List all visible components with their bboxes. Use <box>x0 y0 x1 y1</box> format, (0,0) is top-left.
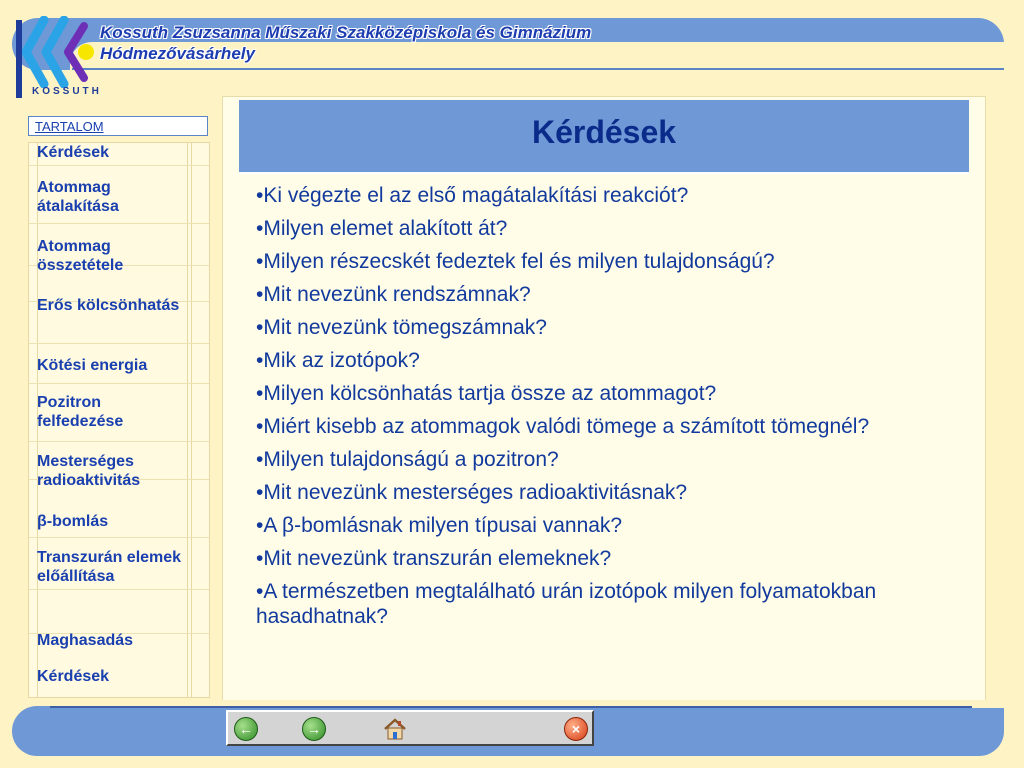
nav-grid-line <box>29 441 209 442</box>
nav-item-kerdesek-2[interactable]: Kérdések <box>37 668 110 685</box>
question-item: •A természetben megtalálható urán izotópok milyen folyamatokban hasadhatnak? <box>256 580 877 628</box>
nav-grid-line <box>29 165 209 166</box>
question-item: •Milyen tulajdonságú a pozitron? <box>256 448 559 471</box>
nav-item-mesterseges-radioaktivitas[interactable]: Mesterséges radioaktivitás <box>37 453 141 489</box>
school-name <box>100 22 591 64</box>
slide-title: Kérdések <box>531 114 677 150</box>
slide-title-box <box>239 100 969 174</box>
bottom-divider <box>50 706 972 708</box>
nav-header-label[interactable]: TARTALOM <box>35 119 104 134</box>
nav-grid-line <box>187 143 188 697</box>
nav-grid-line <box>29 537 209 538</box>
question-list <box>256 183 956 637</box>
question-item: •Milyen kölcsönhatás tartja össze az atommagot? <box>256 382 717 405</box>
kossuth-logo-icon <box>22 16 102 88</box>
nav-grid-line <box>29 589 209 590</box>
school-name-line1: Kossuth Zsuzsanna Műszaki Szakközépiskola és Gimnázium <box>100 23 592 42</box>
nav-item-transzuran-elemek[interactable]: Transzurán elemek előállítása <box>37 549 182 585</box>
nav-item-kotesi-energia[interactable]: Kötési energia <box>37 357 148 374</box>
school-name-line2: Hódmezővásárhely <box>100 44 255 63</box>
nav-grid-line <box>29 343 209 344</box>
nav-grid-line <box>191 143 192 697</box>
nav-panel <box>28 142 210 698</box>
back-arrow-glyph: ← <box>239 721 253 737</box>
question-item: •Mit nevezünk rendszámnak? <box>256 283 531 306</box>
nav-item-eros-kolcsonhatas[interactable]: Erős kölcsönhatás <box>37 297 180 314</box>
logo-wordmark: KOSSUTH <box>32 86 102 97</box>
question-item: •Mit nevezünk tömegszámnak? <box>256 316 547 339</box>
nav-header[interactable] <box>28 116 208 136</box>
question-item: •Miért kisebb az atommagok valódi tömege a számított tömegnél? <box>256 415 870 438</box>
close-icon[interactable] <box>564 717 588 741</box>
question-item: •Mit nevezünk transzurán elemeknek? <box>256 547 612 570</box>
question-item: •Mik az izotópok? <box>256 349 420 372</box>
question-item: •Mit nevezünk mesterséges radioaktivitásnak? <box>256 481 688 504</box>
question-item: •Ki végezte el az első magátalakítási reakciót? <box>256 184 689 207</box>
nav-item-beta-bomlas[interactable]: β-bomlás <box>37 513 109 530</box>
home-icon[interactable] <box>382 716 408 742</box>
nav-item-maghasadas[interactable]: Maghasadás <box>37 632 134 649</box>
close-glyph: × <box>571 721 581 737</box>
question-item: •Milyen elemet alakított át? <box>256 217 508 240</box>
forward-arrow-icon[interactable] <box>302 717 326 741</box>
nav-grid-line <box>29 383 209 384</box>
forward-arrow-glyph: → <box>307 721 321 737</box>
question-item: •A β-bomlásnak milyen típusai vannak? <box>256 514 623 537</box>
nav-item-kerdesek[interactable]: Kérdések <box>37 144 110 161</box>
navigation-toolbar <box>226 710 594 746</box>
nav-grid-line <box>29 223 209 224</box>
back-arrow-icon[interactable] <box>234 717 258 741</box>
question-item: •Milyen részecskét fedeztek fel és milyen tulajdonságú? <box>256 250 775 273</box>
top-divider <box>72 68 1004 70</box>
nav-item-pozitron-felfedezese[interactable]: Pozitron felfedezése <box>37 394 124 430</box>
nav-item-atommag-osszetetele[interactable]: Atommag összetétele <box>37 238 124 274</box>
nav-item-atommag-atalakitasa[interactable]: Atommag átalakítása <box>37 179 119 215</box>
